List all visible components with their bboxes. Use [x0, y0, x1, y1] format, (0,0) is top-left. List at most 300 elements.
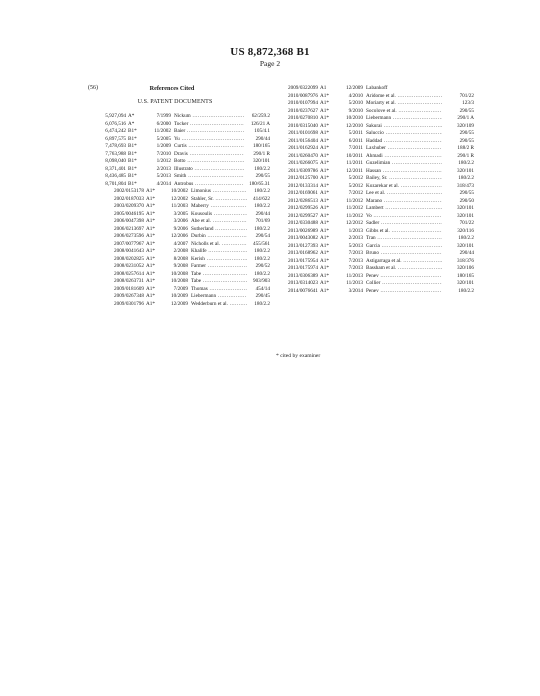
reference-date: 5/2013 — [156, 173, 171, 179]
reference-date: 5/2012 — [348, 182, 363, 189]
reference-row — [276, 280, 474, 288]
reference-number: 2008/0263731 — [114, 278, 144, 284]
reference-date: 3/2005 — [173, 210, 188, 217]
reference-examiner-star: * — [134, 150, 137, 157]
reference-class: 180/2.2 — [458, 235, 474, 241]
reference-inventor: Wedderburn et al. ..... — [188, 301, 247, 309]
reference-row — [88, 263, 270, 271]
reference-number: 6,474,242 — [105, 128, 126, 134]
reference-row — [276, 123, 474, 131]
reference-kind-code: A1 — [146, 293, 153, 299]
reference-row — [88, 241, 270, 249]
reference-date: 10/2008 — [170, 278, 188, 284]
reference-examiner-star: * — [152, 300, 155, 307]
reference-number: 2012/0133314 — [288, 182, 318, 189]
reference-examiner-star: * — [326, 175, 329, 181]
reference-kind — [318, 123, 338, 131]
reference-date: 12/2010 — [345, 122, 363, 129]
reference-number: 6,076,516 — [105, 120, 126, 127]
reference-examiner-star: * — [131, 113, 135, 119]
reference-kind — [144, 188, 168, 196]
reference-number: 2012/0299527 — [288, 212, 318, 219]
reference-inventor: Bassham et al. ..... — [363, 265, 442, 273]
reference-row — [88, 218, 270, 226]
reference-kind-code: A1 — [320, 235, 327, 241]
reference-number: 7,763,988 — [105, 150, 126, 157]
reference-inventor: Tocker ..... — [171, 121, 244, 129]
reference-class: 320/109 — [456, 122, 474, 129]
reference-row — [88, 278, 270, 286]
reference-kind — [318, 258, 338, 266]
reference-class: 318/473 — [456, 182, 474, 189]
reference-class: 180/165 — [456, 272, 474, 279]
reference-class: 290/55 — [459, 137, 474, 144]
reference-inventor: Lambert ..... — [363, 205, 442, 213]
reference-kind-code: B1 — [128, 143, 135, 149]
reference-kind-code: A1 — [320, 152, 327, 159]
reference-number: 2012/0169061 — [288, 190, 318, 196]
reference-examiner-star: * — [152, 240, 155, 247]
reference-examiner-star: * — [152, 285, 155, 292]
reference-examiner-star: * — [326, 197, 329, 204]
reference-row — [88, 271, 270, 279]
reference-date: 5/2011 — [348, 130, 363, 136]
reference-date: 11/2002 — [154, 128, 171, 134]
reference-kind — [318, 183, 338, 191]
reference-inventor: Curtis ..... — [171, 143, 244, 151]
reference-kind — [144, 256, 168, 264]
reference-class — [442, 85, 474, 93]
reference-kind-code: A1 — [146, 233, 153, 239]
reference-examiner-star: * — [152, 233, 155, 239]
reference-date: 7/2012 — [348, 190, 363, 196]
reference-row — [88, 256, 270, 264]
reference-class: 320/116 — [457, 227, 474, 234]
reference-examiner-star: * — [326, 257, 329, 264]
reference-examiner-star: * — [326, 100, 329, 106]
reference-row — [88, 293, 270, 301]
reference-kind — [144, 211, 168, 219]
reference-kind-code: A1 — [146, 263, 153, 269]
reference-number: 2010/0087976 — [288, 92, 318, 99]
reference-inventor: Haddad ..... — [363, 138, 442, 146]
reference-examiner-star: * — [326, 272, 329, 279]
reference-class: 454/14 — [255, 285, 270, 292]
reference-date: 11/2012 — [346, 205, 363, 211]
reference-kind-code: B1 — [128, 173, 135, 179]
reference-kind-code: A1 — [320, 137, 327, 144]
reference-kind — [318, 108, 338, 116]
reference-date: 7/2009 — [173, 285, 188, 292]
reference-class: 290/55 — [255, 173, 270, 179]
reference-examiner-star: * — [134, 135, 137, 142]
reference-kind-code: A — [128, 120, 132, 127]
reference-date: 10/2010 — [345, 115, 363, 121]
reference-date: 3/2006 — [173, 218, 188, 224]
reference-kind — [144, 293, 168, 301]
reference-inventor: Kozarekar et al. ..... — [363, 183, 442, 191]
reference-row — [88, 173, 270, 181]
reference-kind-code: A — [128, 113, 132, 119]
reference-class: 455/561 — [252, 240, 270, 247]
reference-kind-code: A1 — [320, 107, 327, 114]
reference-inventor: Stahler, Sr. ..... — [188, 196, 247, 204]
reference-class: 180/2.2 — [458, 160, 474, 166]
reference-inventor: Antrobus ..... — [171, 181, 244, 189]
reference-class: 290/1 R — [457, 152, 474, 159]
reference-number: 2013/0168962 — [288, 250, 318, 256]
reference-row — [276, 220, 474, 228]
reference-inventor: Khalife ..... — [188, 248, 247, 256]
left-references-list — [88, 113, 270, 308]
reference-kind — [126, 158, 148, 166]
reference-kind — [318, 168, 338, 176]
reference-date: 6/2000 — [156, 120, 171, 127]
reference-kind — [144, 263, 168, 271]
reference-row — [88, 166, 270, 174]
reference-date: 12/2006 — [170, 233, 188, 239]
reference-kind-code: A1 — [146, 203, 153, 209]
reference-date: 4/2010 — [348, 92, 363, 99]
reference-examiner-star: * — [152, 293, 155, 299]
reference-date: 5/2005 — [156, 135, 171, 142]
reference-kind — [126, 113, 148, 121]
reference-number: 2009/0322099 — [288, 85, 318, 91]
reference-row — [88, 158, 270, 166]
reference-class: 318/376 — [456, 257, 474, 264]
reference-kind — [318, 100, 338, 108]
reference-number: 2011/0156404 — [288, 137, 318, 144]
reference-row — [88, 128, 270, 136]
reference-inventor: Hassan ..... — [363, 168, 442, 176]
reference-row — [276, 198, 474, 206]
reference-date: 3/2014 — [348, 287, 363, 294]
reference-examiner-star: * — [326, 220, 329, 226]
reference-examiner-star: * — [326, 107, 329, 114]
reference-number: 2010/0107994 — [288, 100, 318, 106]
reference-class: 290/50 — [459, 197, 474, 204]
reference-date: 2/2013 — [156, 165, 171, 172]
reference-inventor: Guzelimian ..... — [363, 160, 442, 168]
reference-inventor: Moriarty et al. ..... — [363, 100, 442, 108]
reference-inventor: Aridome et al. ..... — [363, 93, 442, 101]
reference-examiner-star: * — [326, 250, 329, 256]
reference-date: 10/2008 — [170, 270, 188, 277]
reference-date: 10/2009 — [170, 293, 188, 299]
reference-kind — [318, 153, 338, 161]
reference-kind — [144, 196, 168, 204]
reference-inventor: Labankoff — [366, 85, 388, 91]
reference-class: 180/2.2 — [254, 270, 270, 277]
reference-number: 2006/0213697 — [114, 225, 144, 232]
reference-number: 8,098,040 — [105, 158, 126, 164]
reference-class: 320/101 — [456, 212, 474, 219]
reference-kind-code: A1 — [320, 197, 327, 204]
reference-date: 7/2013 — [348, 265, 363, 271]
reference-kind-code: A1 — [146, 270, 153, 277]
reference-row — [276, 145, 474, 153]
reference-date: 2/2013 — [348, 235, 363, 241]
reference-date: 10/2011 — [346, 152, 363, 159]
reference-class: 180/2.2 — [458, 287, 474, 294]
reference-kind-code: A1 — [320, 257, 327, 264]
reference-kind-code: A1 — [320, 92, 327, 99]
reference-kind-code: A1 — [320, 212, 327, 219]
reference-class: 290/44 — [255, 135, 270, 142]
reference-kind-code: A1 — [320, 100, 327, 106]
reference-examiner-star: * — [152, 218, 155, 224]
reference-class: 188/2 R — [457, 145, 474, 151]
reference-date: 7/1999 — [156, 113, 171, 119]
reference-examiner-star: * — [152, 195, 155, 202]
reference-kind — [126, 128, 148, 136]
reference-kind — [318, 228, 338, 236]
reference-class: 290/55 — [459, 190, 474, 196]
reference-date: 4/2007 — [173, 240, 188, 247]
reference-examiner-star: * — [134, 180, 137, 187]
reference-date: 1/2012 — [156, 158, 171, 164]
reference-examiner-star: * — [152, 270, 155, 277]
reference-kind — [318, 198, 338, 206]
reference-class: 180/2.2 — [254, 203, 270, 209]
reference-kind — [318, 138, 338, 146]
reference-class: 180/2.2 — [254, 300, 270, 307]
reference-kind — [318, 115, 338, 123]
reference-number: 2013/0314023 — [288, 280, 318, 286]
reference-inventor: Saluccio ..... — [363, 130, 442, 138]
reference-kind — [144, 203, 168, 211]
reference-date: 9/2008 — [173, 263, 188, 269]
reference-number: 2012/0125700 — [288, 175, 318, 181]
reference-inventor: Durbin ..... — [188, 233, 247, 241]
reference-date: 7/2011 — [348, 145, 363, 151]
reference-row — [88, 286, 270, 294]
reference-class: 320/101 — [456, 242, 474, 249]
reference-inventor: Smith ..... — [171, 173, 244, 181]
reference-inventor: Penev ..... — [363, 288, 442, 296]
reference-class: 126/21 A — [250, 120, 270, 127]
reference-class: 290/52 — [255, 263, 270, 269]
reference-inventor: Limonius ..... — [188, 188, 247, 196]
reference-class: 903/903 — [252, 278, 270, 284]
reference-number: 2012/0330488 — [288, 220, 318, 226]
reference-kind-code: A1 — [320, 287, 327, 294]
reference-inventor: Dravis ..... — [171, 151, 244, 159]
reference-inventor: Socolove et al. ..... — [363, 108, 442, 116]
reference-examiner-star: * — [326, 235, 329, 241]
reference-date: 11/2013 — [346, 280, 363, 286]
reference-class: 290/1 A — [457, 115, 474, 121]
reference-date: 5/2012 — [348, 175, 363, 181]
reference-date: 12/2009 — [345, 85, 363, 91]
reference-examiner-star: * — [326, 287, 329, 294]
reference-class: 414/622 — [252, 195, 270, 202]
reference-number: 2006/0047398 — [114, 218, 144, 224]
reference-kind — [126, 143, 148, 151]
reference-inventor: Collier ..... — [363, 280, 442, 288]
reference-class: 320/101 — [456, 205, 474, 211]
reference-examiner-star: * — [326, 115, 329, 121]
cited-by-examiner-note: * cited by examiner — [276, 353, 321, 359]
reference-inventor: Garcia ..... — [363, 243, 442, 251]
reference-kind-code: A1 — [146, 195, 153, 202]
reference-row — [276, 235, 474, 243]
reference-examiner-star: * — [326, 227, 329, 234]
reference-kind — [318, 243, 338, 251]
reference-number: 6,897,575 — [105, 135, 126, 142]
reference-class: 123/3 — [462, 100, 474, 106]
reference-kind — [126, 173, 148, 181]
reference-class: 290/55 — [459, 107, 474, 114]
reference-kind — [318, 205, 338, 213]
reference-row — [276, 205, 474, 213]
reference-kind — [318, 280, 338, 288]
reference-date: 12/2012 — [345, 220, 363, 226]
reference-class: 320/106 — [456, 265, 474, 271]
reference-examiner-star: * — [326, 152, 329, 159]
reference-kind-code: A1 — [320, 182, 327, 189]
reference-kind — [318, 220, 338, 228]
reference-row — [276, 228, 474, 236]
reference-examiner-star: * — [326, 265, 329, 271]
reference-date: 9/2010 — [348, 107, 363, 114]
reference-number: 2009/0301796 — [114, 300, 144, 307]
reference-kind — [318, 145, 338, 153]
reference-examiner-star: * — [152, 278, 155, 284]
reference-kind — [144, 241, 168, 249]
reference-kind-code: A1 — [320, 272, 327, 279]
reference-kind — [318, 130, 338, 138]
reference-class: 320/101 — [252, 158, 270, 164]
reference-kind-code: A1 — [320, 145, 327, 151]
reference-examiner-star: * — [326, 280, 329, 286]
reference-class: 290/1 R — [253, 150, 270, 157]
reference-row — [276, 243, 474, 251]
reference-examiner-star: * — [326, 182, 329, 189]
reference-examiner-star: * — [326, 137, 329, 144]
reference-class: 180/165 — [252, 143, 270, 149]
reference-date: 11/2013 — [346, 272, 363, 279]
reference-kind-code: A1 — [146, 248, 153, 254]
reference-class: 290/45 — [255, 293, 270, 299]
reference-kind-code: A1 — [320, 265, 327, 271]
reference-kind-code: A1 — [320, 190, 327, 196]
reference-row — [88, 203, 270, 211]
reference-row — [276, 288, 474, 296]
reference-kind-code: A1 — [146, 278, 153, 284]
reference-kind — [126, 136, 148, 144]
reference-kind — [126, 181, 148, 189]
reference-row — [276, 265, 474, 273]
reference-date: 7/2013 — [348, 257, 363, 264]
reference-inventor: Liebermann ..... — [188, 293, 247, 301]
reference-inventor: Tran ..... — [363, 235, 442, 243]
reference-examiner-star: * — [326, 212, 329, 219]
reference-examiner-star: * — [326, 122, 329, 129]
reference-row — [276, 108, 474, 116]
reference-number: 7,478,693 — [105, 143, 126, 149]
reference-class: 62/259.2 — [251, 113, 270, 119]
reference-number: 2011/0266075 — [288, 160, 318, 166]
reference-examiner-star: * — [131, 120, 135, 127]
reference-kind — [318, 235, 338, 243]
reference-kind-code: A1 — [320, 250, 327, 256]
reference-kind — [144, 301, 168, 309]
reference-row — [276, 93, 474, 101]
reference-kind-code: A1 — [320, 160, 327, 166]
reference-inventor: Gibbs et al. ..... — [363, 228, 442, 236]
reference-kind — [144, 278, 168, 286]
reference-inventor: Tabe ..... — [188, 278, 247, 286]
reference-number: 2008/0202825 — [114, 255, 144, 262]
reference-inventor: Nicholls et al. ..... — [188, 241, 247, 249]
reference-number: 2014/0076641 — [288, 287, 318, 294]
reference-kind-code: A1 — [146, 225, 153, 232]
reference-kind-code: B1 — [128, 150, 135, 157]
reference-examiner-star: * — [152, 210, 155, 217]
reference-class: 180/2.2 — [254, 255, 270, 262]
reference-number: 5,927,094 — [105, 113, 126, 119]
reference-inventor: Maberry ..... — [188, 203, 247, 211]
reference-date: 5/2013 — [348, 242, 363, 249]
reference-examiner-star: * — [152, 225, 155, 232]
reference-kind-code: A1 — [146, 210, 153, 217]
reference-inventor: Sakurai ..... — [363, 123, 442, 131]
reference-examiner-star: * — [134, 165, 137, 172]
subsection-title: U.S. PATENT DOCUMENTS — [137, 99, 213, 105]
reference-row — [88, 211, 270, 219]
reference-number: 2010/0270810 — [288, 115, 318, 121]
reference-kind — [126, 151, 148, 159]
reference-kind — [318, 273, 338, 281]
reference-number: 8,436,485 — [105, 173, 126, 179]
reference-kind-code: A1 — [320, 115, 327, 121]
reference-examiner-star: * — [152, 255, 155, 262]
reference-row — [276, 273, 474, 281]
reference-number: 2003/0209370 — [114, 203, 144, 209]
reference-class: 701/69 — [255, 218, 270, 224]
reference-examiner-star: * — [152, 188, 155, 194]
reference-row — [276, 213, 474, 221]
reference-examiner-star: * — [152, 203, 155, 209]
reference-date: 12/2011 — [346, 167, 363, 174]
reference-kind-code: A1 — [320, 122, 327, 129]
reference-examiner-star: * — [326, 242, 329, 249]
reference-row — [276, 258, 474, 266]
reference-number: 2010/0315040 — [288, 122, 318, 129]
reference-inventor: Sutherland ..... — [188, 226, 247, 234]
reference-number: 2013/0026989 — [288, 227, 318, 234]
reference-date: 1/2009 — [156, 143, 171, 149]
reference-date: 11/2012 — [346, 197, 363, 204]
reference-kind-code: A1 — [320, 220, 327, 226]
reference-date: 11/2011 — [346, 160, 363, 166]
reference-class: 180/2.2 — [458, 175, 474, 181]
reference-examiner-star: * — [326, 92, 329, 99]
reference-row — [276, 183, 474, 191]
reference-examiner-star: * — [134, 158, 137, 164]
reference-row — [88, 233, 270, 241]
reference-inventor: Illustrato ..... — [171, 166, 244, 174]
reference-examiner-star: * — [134, 173, 137, 179]
reference-inventor: Farmer ..... — [188, 263, 247, 271]
reference-kind — [144, 271, 168, 279]
reference-date: 12/2002 — [170, 195, 188, 202]
reference-row — [276, 138, 474, 146]
reference-number: 2005/0046195 — [114, 210, 144, 217]
reference-date: 6/2011 — [348, 137, 363, 144]
reference-number: 2009/0267348 — [114, 293, 144, 299]
